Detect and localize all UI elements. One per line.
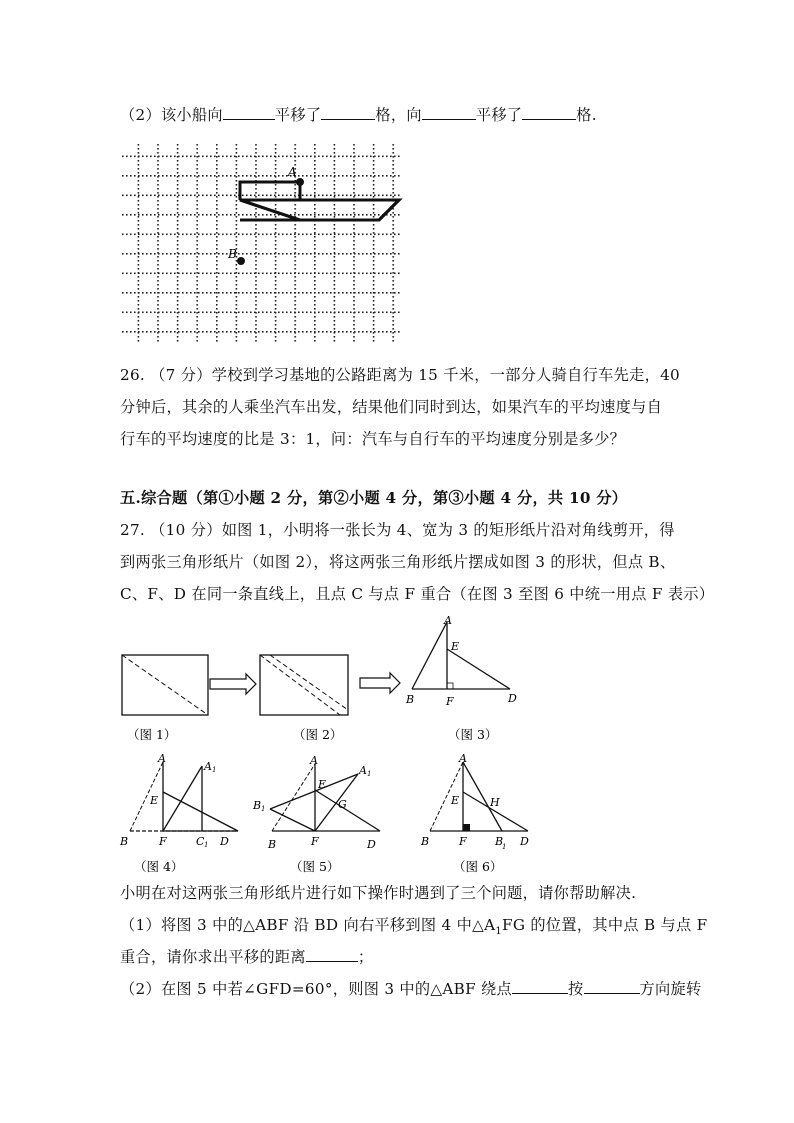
q25-text-1: （2）该小船向 [120,106,223,125]
q27-part1-line1 [120,914,707,937]
fig5-label-b: B [268,838,277,851]
fig5-label-a1: A [359,764,367,777]
q25-text-2: 平移了 [274,106,322,125]
q27-line-1: 27. （10 分）如图 1，小明将一张长为 4、宽为 3 的矩形纸片沿对角线剪开，得 [120,521,675,539]
fig4-caption: （图 4） [134,859,184,874]
grid-dots-vertical [122,142,400,342]
fig1-caption: （图 1） [127,727,177,742]
fig5-label-b1: B [253,799,262,812]
q27-part2-line [120,978,701,999]
fig4-label-a1: A [204,760,212,773]
q27-p1-text-b: FG 的位置，其中点 B 与点 F [502,916,708,934]
answer-blank-5[interactable] [306,946,358,962]
fig3-side-ab [412,622,447,689]
answer-blank-7[interactable] [584,978,640,994]
fig4-fa1 [163,766,202,831]
label-a: A [288,165,297,179]
answer-blank-2[interactable] [321,104,375,120]
fig4-label-f: F [159,835,167,848]
fig4-label-a: A [158,752,166,765]
answer-blank-3[interactable] [422,104,476,120]
point-a-dot [296,178,304,186]
fig2-diagonal-1 [260,655,340,715]
q27-intro: 小明在对这两张三角形纸片进行如下操作时遇到了三个问题，请你帮助解决. [120,884,637,902]
q25-text-5: 格. [576,106,597,125]
fig4-dashed-ab [130,762,163,831]
fig6-right-angle [463,824,470,831]
q27-p1-text-c: 重合，请你求出平移的距离 [120,948,306,967]
q25-text-3: 格，向 [375,106,422,125]
fig3-right-angle [447,683,453,689]
fig5-label-a: A [310,754,318,767]
q27-p1-text-d: ； [357,948,374,967]
q25-text-4: 平移了 [475,106,523,125]
fig5-label-e: E [318,778,327,791]
boat-grid-figure [118,136,406,348]
q27-line-3: C、F、D 在同一条直线上，且点 C 与点 F 重合（在图 3 至图 6 中统一用点 F 表示） [120,585,715,603]
fig6-label-a: A [459,752,467,765]
fig6-label-h: H [490,796,500,809]
fig2-caption: （图 2） [293,727,343,742]
q27-line-2: 到两张三角形纸片（如图 2），将这两张三角形纸片摆成如图 3 的形状，但点 B、 [120,553,676,571]
fig5-label-a1-sub: 1 [367,770,372,778]
section-5-title: 五.综合题（第①小题 2 分，第②小题 4 分，第③小题 4 分，共 10 分） [120,489,628,507]
arrow-icon [360,673,400,693]
q27-p1-sub: 1 [495,926,503,938]
fig5-label-b1-sub: 1 [261,805,266,813]
q25-part2-line [120,104,597,125]
answer-blank-6[interactable] [512,978,568,994]
q27-p2-text-b: 按 [568,980,584,999]
fig5-caption: （图 5） [290,859,340,874]
fig6-label-d: D [520,835,529,848]
q27-part1-line2 [120,946,373,967]
fig3-label-e: E [451,640,460,653]
fig6-label-e: E [451,794,460,807]
fig4-label-b: B [120,835,129,848]
answer-blank-1[interactable] [223,104,275,120]
fig6-caption: （图 6） [453,859,503,874]
fig4-label-d: D [220,835,229,848]
fig5-label-g: G [338,798,347,811]
fig1-diagonal [122,655,208,715]
fig5-label-f: F [311,835,319,848]
fig5-b1f [270,809,315,831]
figures-row-2 [110,752,540,880]
q26-line-1: 26. （7 分）学校到学习基地的公路距离为 15 千米，一部分人骑自行车先走，40 [120,366,681,384]
fig5-ed [315,790,380,831]
answer-blank-4[interactable] [522,104,576,120]
point-b-dot [237,257,245,265]
label-b: B [228,247,237,261]
fig3-side-ed [447,649,510,689]
fig6-label-b1-sub: 1 [502,843,507,851]
fig2-diagonal-2 [270,655,348,710]
q27-p1-text-a: （1）将图 3 中的△ABF 沿 BD 向右平移到图 4 中△A [120,916,496,934]
fig5-label-d: D [367,838,376,851]
fig6-label-b1: B [495,835,504,848]
q26-line-2: 分钟后，其余的人乘坐汽车出发，结果他们同时到达，如果汽车的平均速度与自 [120,398,663,416]
fig3-label-a: A [444,614,452,627]
fig6-label-b: B [421,835,430,848]
fig4-label-c1-sub: 1 [204,841,209,849]
fig2-rectangle [260,655,348,715]
fig3-label-b: B [406,693,415,706]
fig4-label-c1: C [196,835,205,848]
fig3-caption: （图 3） [448,727,498,742]
fig3-label-f: F [446,695,454,708]
fig6-label-f: F [459,835,467,848]
fig4-label-a1-sub: 1 [212,766,217,774]
q27-p2-text-a: （2）在图 5 中若∠GFD=60°，则图 3 中的△ABF 绕点 [120,980,513,999]
figures-row-1 [110,612,530,752]
q26-line-3: 行车的平均速度的比是 3：1，问：汽车与自行车的平均速度分别是多少？ [120,430,626,448]
arrow-icon [210,674,256,694]
q27-p2-text-c: 方向旋转 [639,980,702,999]
fig3-label-d: D [508,692,517,705]
fig4-label-e: E [150,794,159,807]
